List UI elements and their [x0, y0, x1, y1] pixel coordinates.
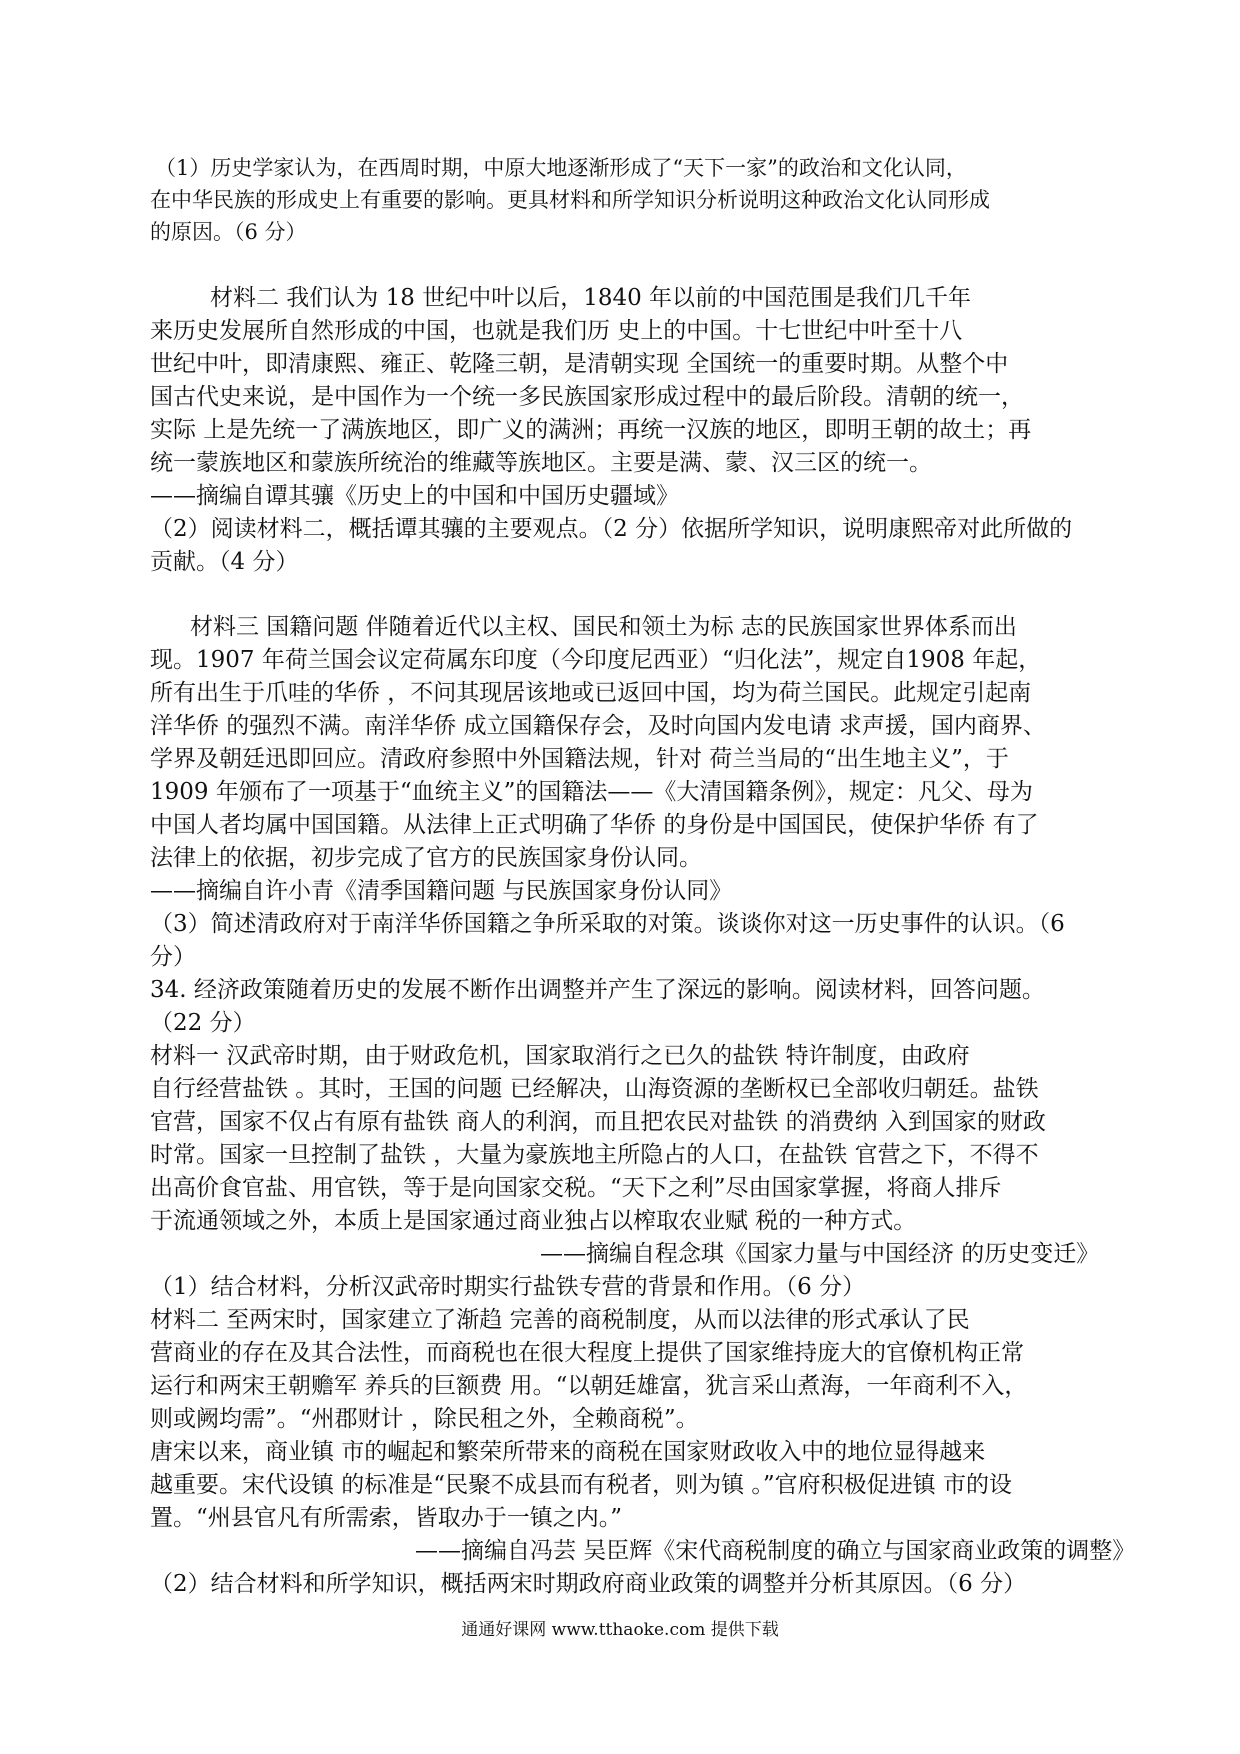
text-line: ——摘编自程念琪《国家力量与中国经济 的历史变迁》 [540, 1241, 1100, 1267]
text-line: （1）结合材料，分析汉武帝时期实行盐铁专营的背景和作用。（6 分） [150, 1274, 866, 1300]
text-line: ——摘编自谭其骧《历史上的中国和中国历史疆域》 [150, 483, 679, 509]
text-line: 洋华侨 的强烈不满。南洋华侨 成立国籍保存会，及时向国内发电请 求声援，国内商界、 [150, 713, 1046, 739]
text-line: 唐宋以来，商业镇 市的崛起和繁荣所带来的商税在国家财政收入中的地位显得越来 [150, 1439, 986, 1465]
text-line: （22 分） [150, 1010, 256, 1036]
text-line: 越重要。宋代设镇 的标准是“民聚不成县而有税者，则为镇 。”官府积极促进镇 市的设 [150, 1472, 1012, 1498]
text-line: ——摘编自冯芸 吴臣辉《宋代商税制度的确立与国家商业政策的调整》 [415, 1538, 1136, 1564]
text-line: 来历史发展所自然形成的中国，也就是我们历 史上的中国。十七世纪中叶至十八 [150, 318, 963, 344]
text-line: 贡献。（4 分） [150, 549, 299, 575]
text-line: 在中华民族的形成史上有重要的影响。更具材料和所学知识分析说明这种政治文化认同形成 [150, 188, 990, 212]
text-line: 材料二 至两宋时，国家建立了渐趋 完善的商税制度，从而以法律的形式承认了民 [150, 1307, 970, 1333]
text-line: ——摘编自许小青《清季国籍问题 与民族国家身份认同》 [150, 878, 733, 904]
text-line: 分） [150, 944, 196, 970]
page-footer: 通通好课网 www.tthaoke.com 提供下载 [461, 1620, 779, 1640]
text-line: （3）简述清政府对于南洋华侨国籍之争所采取的对策。谈谈你对这一历史事件的认识。（6 [150, 911, 1065, 937]
text-line: （2）阅读材料二，概括谭其骧的主要观点。（2 分）依据所学知识，说明康熙帝对此所做的 [150, 516, 1073, 542]
text-line: 置。“州县官凡有所需索，皆取办于一镇之内。” [150, 1505, 623, 1531]
text-line: 的原因。（6 分） [150, 220, 307, 244]
text-line: 现。1907 年荷兰国会议定荷属东印度（今印度尼西亚）“归化法”，规定自1908 年起， [150, 647, 1042, 673]
text-line: 实际 上是先统一了满族地区，即广义的满洲；再统一汉族的地区，即明王朝的故土；再 [150, 417, 1032, 443]
text-line: 世纪中叶，即清康熙、雍正、乾隆三朝，是清朝实现 全国统一的重要时期。从整个中 [150, 351, 1009, 377]
text-line: 1909 年颁布了一项基于“血统主义”的国籍法——《大清国籍条例》，规定：凡父、母为 [150, 779, 1033, 805]
text-line: 34. 经济政策随着历史的发展不断作出调整并产生了深远的影响。阅读材料，回答问题。 [150, 977, 1045, 1003]
text-line: 所有出生于爪哇的华侨 ，不问其现居该地或已返回中国，均为荷兰国民。此规定引起南 [150, 680, 1032, 706]
text-line: 营商业的存在及其合法性，而商税也在很大程度上提供了国家维持庞大的官僚机构正常 [150, 1340, 1024, 1366]
text-line: （1）历史学家认为，在西周时期，中原大地逐渐形成了“天下一家”的政治和文化认同， [155, 156, 967, 180]
text-line: 国古代史来说，是中国作为一个统一多民族国家形成过程中的最后阶段。清朝的统一， [150, 384, 1024, 410]
text-line: 材料一 汉武帝时期，由于财政危机，国家取消行之已久的盐铁 特许制度，由政府 [150, 1043, 970, 1069]
text-line: 自行经营盐铁 。其时，王国的问题 已经解决，山海资源的垄断权已全部收归朝廷。盐铁 [150, 1076, 1039, 1102]
text-line: 学界及朝廷迅即回应。清政府参照中外国籍法规，针对 荷兰当局的“出生地主义”，于 [150, 746, 1009, 772]
text-line: 运行和两宋王朝赡军 养兵的巨额费 用。“以朝廷雄富，犹言采山煮海，一年商利不入， [150, 1373, 1028, 1399]
text-line: 法律上的依据，初步完成了官方的民族国家身份认同。 [150, 845, 702, 871]
text-line: 出高价食官盐、用官铁，等于是向国家交税。“天下之利”尽由国家掌握，将商人排斥 [150, 1175, 1002, 1201]
text-line: 统一蒙族地区和蒙族所统治的维藏等族地区。主要是满、蒙、汉三区的统一。 [150, 450, 932, 476]
text-line: 于流通领域之外，本质上是国家通过商业独占以榨取农业赋 税的一种方式。 [150, 1208, 917, 1234]
text-line: （2）结合材料和所学知识，概括两宋时期政府商业政策的调整并分析其原因。（6 分） [150, 1571, 1027, 1597]
text-line: 材料三 国籍问题 伴随着近代以主权、国民和领土为标 志的民族国家世界体系而出 [190, 614, 1017, 640]
text-line: 官营，国家不仅占有原有盐铁 商人的利润，而且把农民对盐铁 的消费纳 入到国家的财政 [150, 1109, 1046, 1135]
text-line: 材料二 我们认为 18 世纪中叶以后，1840 年以前的中国范围是我们几千年 [210, 285, 972, 311]
text-line: 中国人者均属中国国籍。从法律上正式明确了华侨 的身份是中国国民，使保护华侨 有了 [150, 812, 1039, 838]
text-line: 时常。国家一旦控制了盐铁 ，大量为豪族地主所隐占的人口，在盐铁 官营之下，不得不 [150, 1142, 1039, 1168]
text-line: 则或阙均需”。“州郡财计 ，除民租之外，全赖商税”。 [150, 1406, 699, 1432]
